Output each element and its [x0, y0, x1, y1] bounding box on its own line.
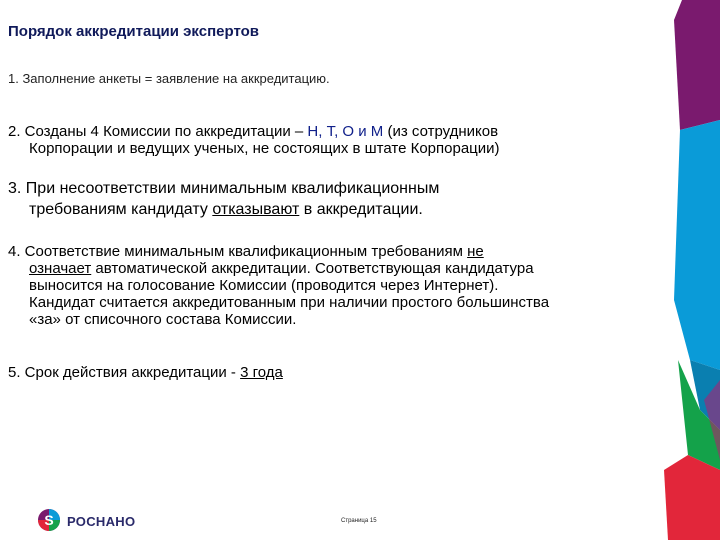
list-item-1 — [8, 70, 658, 87]
item-2-commissions: Н, Т, О и М — [307, 123, 384, 140]
item-4-not: не — [467, 243, 484, 260]
item-4-text: 4. Соответствие минимальным квалификационным требованиям — [8, 243, 468, 260]
item-4-line-5: «за» от списочного состава Комиссии. — [29, 311, 297, 328]
page-number: Страница 15 — [341, 518, 377, 524]
item-5-duration: 3 года — [240, 364, 283, 381]
item-3-text-3: в аккредитации. — [299, 201, 423, 218]
list-item-2 — [8, 123, 658, 157]
list-item-4 — [8, 243, 658, 328]
band-purple — [674, 0, 720, 130]
decorative-color-bands — [660, 0, 720, 540]
item-5-text: 5. Срок действия аккредитации - — [8, 364, 241, 381]
svg-text:S: S — [44, 512, 54, 528]
logo-text: РОСНАНО — [67, 514, 136, 529]
item-3-continuation — [8, 199, 658, 220]
item-2-continuation: Корпорации и ведущих ученых, не состоящих в штате Корпорации) — [29, 140, 500, 157]
item-4-line-3: выносится на голосование Комиссии (проводится через Интернет). — [29, 277, 499, 294]
slide-title: Порядок аккредитации экспертов — [8, 23, 259, 40]
item-3-text-2: требованиям кандидату — [29, 201, 213, 218]
item-3-refused: отказывают — [212, 201, 300, 218]
item-4-means: означает — [29, 260, 92, 277]
item-4-line-4: Кандидат считается аккредитованным при наличии простого большинства — [29, 294, 550, 311]
item-3-text: 3. При несоответствии минимальным квалификационным — [8, 180, 440, 197]
item-2-text: 2. Созданы 4 Комиссии по аккредитации – — [8, 123, 308, 140]
item-4-text-2: автоматической аккредитации. Соответствующая кандидатура — [91, 260, 534, 277]
list-item-3 — [8, 178, 658, 220]
item-4-line-2 — [8, 260, 658, 277]
list-item-5 — [8, 364, 658, 381]
band-red — [664, 455, 720, 540]
item-2-text-2: (из сотрудников — [383, 123, 499, 140]
item-1-text: 1. Заполнение анкеты = заявление на аккредитацию. — [8, 71, 330, 86]
